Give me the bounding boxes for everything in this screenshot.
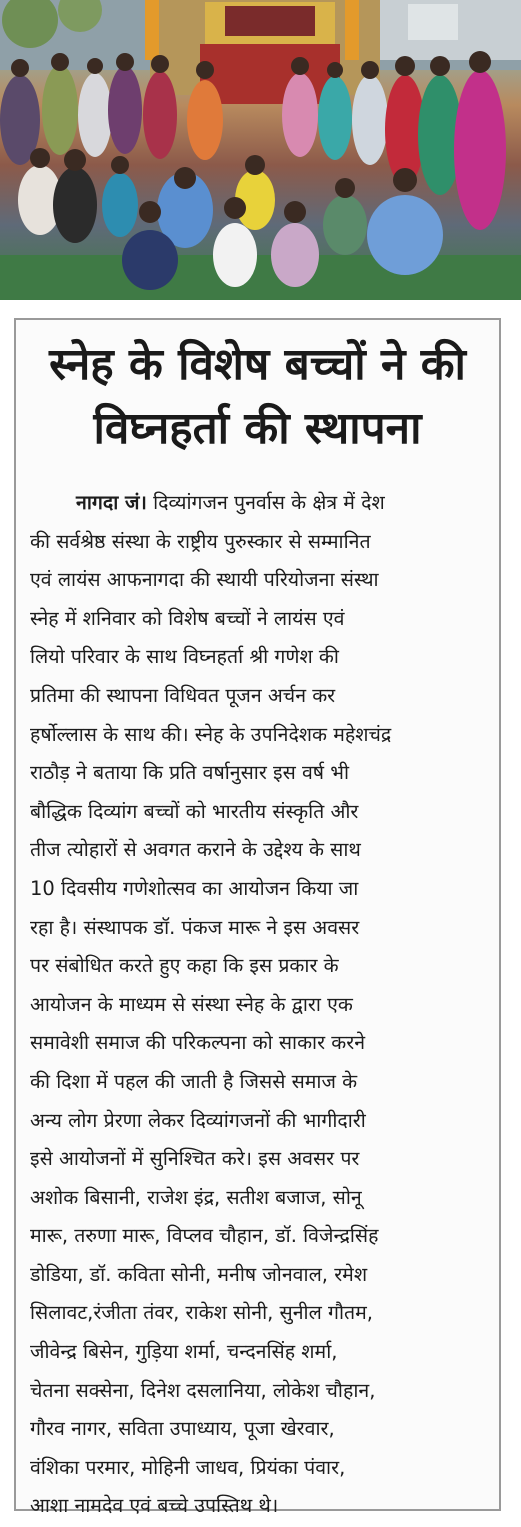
article-line: रहा है। संस्थापक डॉ. पंकज मारू ने इस अवसर	[30, 915, 360, 939]
article-line: हर्षोल्लास के साथ की। स्नेह के उपनिदेशक महेशचंद्र	[30, 722, 392, 746]
news-clipping	[14, 318, 501, 1518]
article-line: समावेशी समाज की परिकल्पना को साकार करने	[30, 1031, 366, 1055]
article-line: तीज त्योहारों से अवगत कराने के उद्देश्य के साथ	[30, 838, 361, 862]
article-line: सिलावट,रंजीता तंवर, राकेश सोनी, सुनील गौतम,	[30, 1301, 374, 1325]
article-body	[30, 484, 485, 1526]
article-line: आयोजन के माध्यम से संस्था स्नेह के द्वारा एक	[30, 992, 353, 1016]
article-line: चेतना सक्सेना, दिनेश दसलानिया, लोकेश चौहान,	[30, 1378, 376, 1402]
article-line: इसे आयोजनों में सुनिश्चित करे। इस अवसर पर	[30, 1147, 360, 1171]
headline-line-2: विघ्नहर्ता की स्थापना	[93, 403, 422, 454]
article-line: बौद्धिक दिव्यांग बच्चों को भारतीय संस्कृति और	[30, 799, 359, 823]
article-line: मारू, तरुणा मारू, विप्लव चौहान, डॉ. विजेन्द्रसिंह	[30, 1224, 379, 1248]
article-line: राठौड़ ने बताया कि प्रति वर्षानुसार इस वर्ष भी	[30, 761, 350, 785]
article-line: प्रतिमा की स्थापना विधिवत पूजन अर्चन कर	[30, 683, 336, 707]
headline-line-1: स्नेह के विशेष बच्चों ने की	[49, 339, 466, 390]
article-line: वंशिका परमार, मोहिनी जाधव, प्रियंका पंवार,	[30, 1455, 346, 1479]
article-line: की दिशा में पहल की जाती है जिससे समाज के	[30, 1069, 358, 1093]
article-line: लियो परिवार के साथ विघ्नहर्ता श्री गणेश की	[30, 645, 339, 669]
article-line: आशा नामदेव एवं बच्चे उपस्तिथ थे।	[30, 1494, 279, 1518]
article-line: पर संबोधित करते हुए कहा कि इस प्रकार के	[30, 954, 339, 978]
article-line: की सर्वश्रेष्ठ संस्था के राष्ट्रीय पुरुस्कार से सम्मानित	[30, 529, 371, 553]
article-line: जीवेन्द्र बिसेन, गुड़िया शर्मा, चन्दनसिंह शर्मा,	[30, 1340, 338, 1364]
article-line: अन्य लोग प्रेरणा लेकर दिव्यांगजनों की भागीदारी	[30, 1108, 366, 1132]
dateline: नागदा जं।	[76, 491, 147, 514]
article-line: अशोक बिसानी, राजेश इंद्र, सतीश बजाज, सोनू	[30, 1185, 362, 1209]
article-line: एवं लायंस आफनागदा की स्थायी परियोजना संस्था	[30, 568, 379, 592]
group-photo	[0, 0, 521, 300]
article-line: गौरव नागर, सविता उपाध्याय, पूजा खेरवार,	[30, 1417, 335, 1441]
article-line: स्नेह में शनिवार को विशेष बच्चों ने लायंस एवं	[30, 606, 345, 630]
article-line-1: नागदा जं। दिव्यांगजन पुनर्वास के क्षेत्र में देश	[76, 491, 385, 514]
group-photo-illustration	[0, 0, 521, 300]
article-line: डोडिया, डॉ. कविता सोनी, मनीष जोनवाल, रमेश	[30, 1262, 368, 1286]
photo-gap	[0, 300, 521, 318]
article-line: 10 दिवसीय गणेशोत्सव का आयोजन किया जा	[30, 876, 359, 900]
